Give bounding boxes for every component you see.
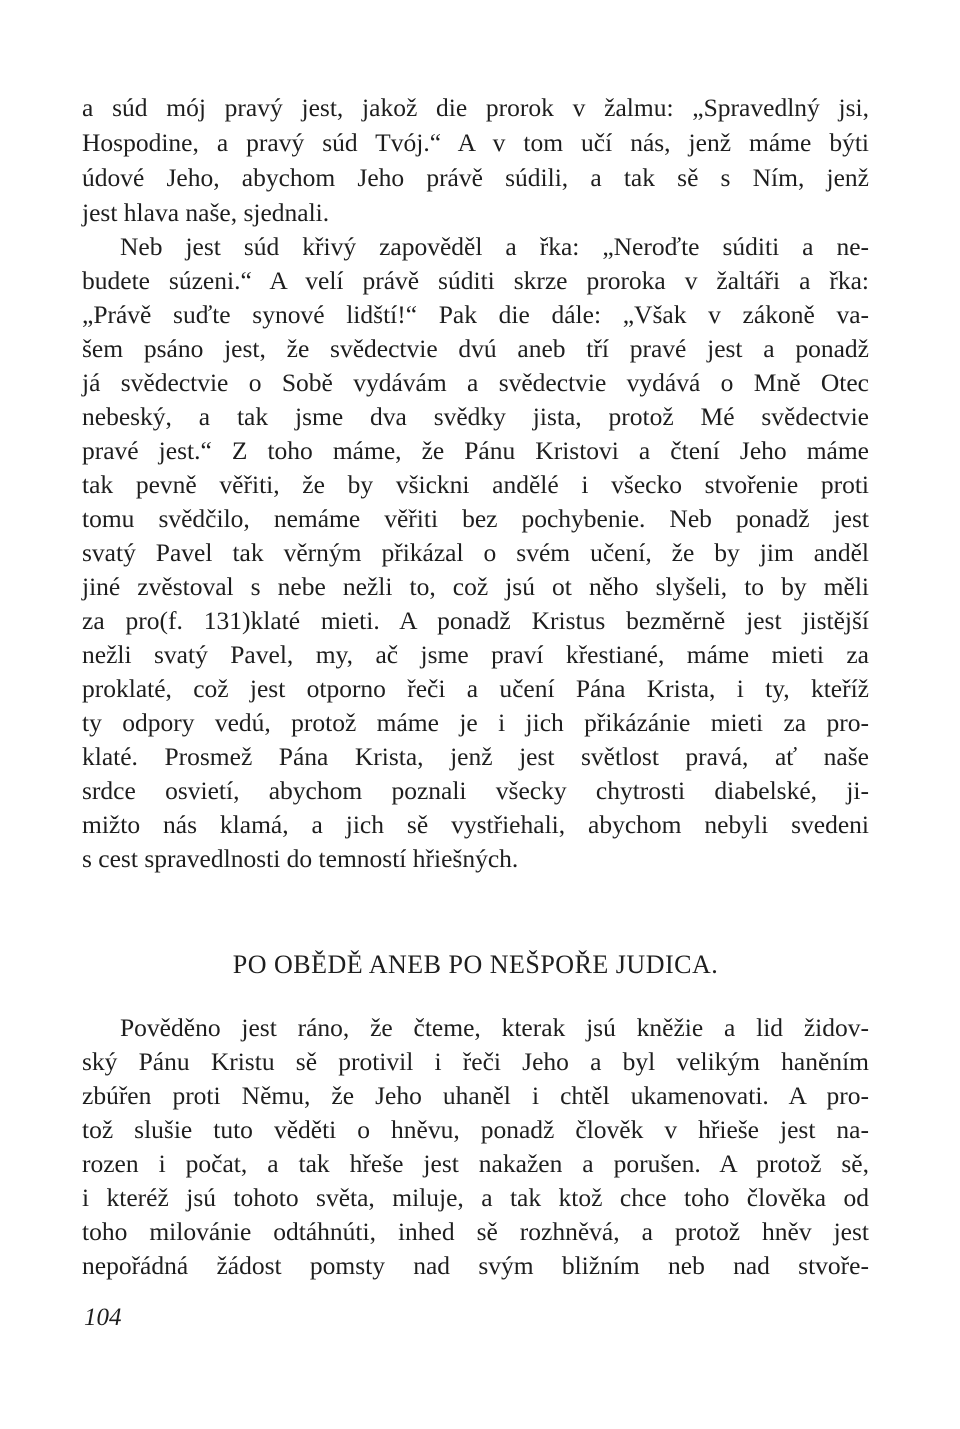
text-line: rozen i počat, a tak hřeše jest nakažen a porušen. A protož sě, <box>82 1149 869 1178</box>
text-line: údové Jeho, abychom Jeho právě súdili, a tak sě s Ním, jenž <box>82 163 869 192</box>
text-line: Pověděno jest ráno, že čteme, kterak jsú kněžie a lid židov- <box>120 1013 869 1042</box>
text-line: ty odpory vedú, protož máme je i jich přikázánie mieti za pro- <box>82 708 869 737</box>
text-line: srdce osvietí, abychom poznali všecky chytrosti diabelské, ji- <box>82 776 869 805</box>
text-line: budete súzeni.“ A velí právě súditi skrze proroka v žaltáři a řka: <box>82 266 869 295</box>
text-line: tak pevně věřiti, že by všickni andělé i všecko stvořenie proti <box>82 470 869 499</box>
text-line: nepořádná žádost pomsty nad svým bližním neb nad stvoře- <box>82 1251 869 1280</box>
text-line: Neb jest súd křivý zapověděl a řka: „Neroďte súditi a ne- <box>120 232 869 261</box>
text-line: proklaté, což jest otporno řeči a učení Pána Krista, i ty, kteříž <box>82 674 869 703</box>
text-line: mižto nás klamá, a jich sě vystřiehali, abychom nebyli svedeni <box>82 810 869 839</box>
text-line: toho milovánie odtáhnúti, inhed sě rozhněvá, a protož hněv jest <box>82 1217 869 1246</box>
text-line: Hospodine, a pravý súd Tvój.“ A v tom učí nás, jenž máme býti <box>82 128 869 157</box>
text-line: pravé jest.“ Z toho máme, že Pánu Kristovi a čtení Jeho máme <box>82 436 869 465</box>
text-line: nebeský, a tak jsme dva svědky jista, protož Mé svědectvie <box>82 402 869 431</box>
text-line: tomu svědčilo, nemáme věřiti bez pochybenie. Neb ponadž jest <box>82 504 869 533</box>
text-line: i kteréž jsú tohoto světa, miluje, a tak ktož chce toho člověka od <box>82 1183 869 1212</box>
text-line: jest hlava naše, sjednali. <box>82 198 330 227</box>
text-line: s cest spravedlnosti do temností hřiešných. <box>82 844 519 873</box>
text-line: tož slušie tuto věděti o hněvu, ponadž člověk v hřieše jest na- <box>82 1115 869 1144</box>
text-line: zbúřen proti Němu, že Jeho uhaněl i chtěl ukamenovati. A pro- <box>82 1081 869 1110</box>
text-line: a súd mój pravý jest, jakož die prorok v žalmu: „Spravedlný jsi, <box>82 93 869 122</box>
text-line: šem psáno jest, že svědectvie dvú aneb tří pravé jest a ponadž <box>82 334 869 363</box>
text-line: za pro(f. 131)klaté mieti. A ponadž Kristus bezměrně jest jistější <box>82 606 869 635</box>
text-line: svatý Pavel tak věrným přikázal o svém učení, že by jim anděl <box>82 538 869 567</box>
text-line: „Právě suďte synové lidští!“ Pak die dále: „Však v zákoně va- <box>82 300 869 329</box>
text-line: ský Pánu Kristu sě protivil i řeči Jeho a byl velikým haněním <box>82 1047 869 1076</box>
text-line: klaté. Prosmež Pána Krista, jenž jest světlost pravá, ať naše <box>82 742 869 771</box>
text-line: nežli svatý Pavel, my, ač jsme praví křestiané, máme mieti za <box>82 640 869 669</box>
text-line: já svědectvie o Sobě vydávám a svědectvie vydává o Mně Otec <box>82 368 869 397</box>
text-line: jiné zvěstoval s nebe nežli to, což jsú ot něho slyšeli, to by měli <box>82 572 869 601</box>
section-heading: PO OBĚDĚ ANEB PO NEŠPOŘE JUDICA. <box>232 950 719 979</box>
page-number: 104 <box>84 1304 122 1331</box>
